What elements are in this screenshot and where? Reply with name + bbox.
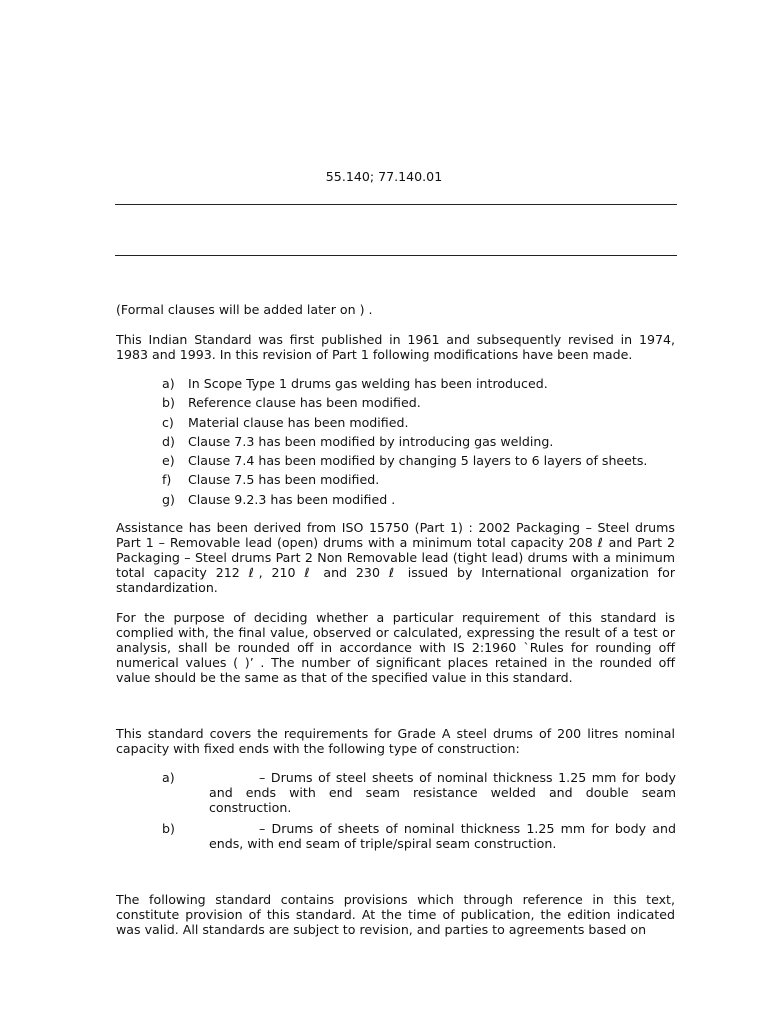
rounding-paragraph: For the purpose of deciding whether a particular requirement of this standard is complied with, the final value, observed or calculated, expressing the result of a test or analysis, shall be rounded off in accordance with IS 2:1960 `Rules for rounding off numerical values ( )’ . The number of significant places retained in the rounded off value should be the same as that of the specified value in this standard. bbox=[116, 610, 675, 685]
list-marker: a) bbox=[162, 376, 175, 391]
list-marker: e) bbox=[162, 453, 175, 469]
modifications-list bbox=[162, 374, 682, 509]
list-item-text: – Drums of steel sheets of nominal thickness 1.25 mm for body and ends with end seam resistance welded and double seam construction. bbox=[209, 770, 676, 815]
list-item-text: Clause 9.2.3 has been modified . bbox=[188, 491, 396, 507]
list-item bbox=[162, 393, 682, 412]
list-item bbox=[162, 374, 682, 393]
list-item-text: – Drums of sheets of nominal thickness 1.25 mm for body and ends, with end seam of triple/spiral seam construction. bbox=[209, 821, 676, 851]
publication-history-paragraph: This Indian Standard was first published in 1961 and subsequently revised in 1974, 1983 and 1993. In this revision of Part 1 following modifications have been made. bbox=[116, 332, 675, 362]
list-item bbox=[162, 490, 682, 509]
ics-code: 55.140; 77.140.01 bbox=[325, 169, 443, 184]
scope-type-item bbox=[162, 770, 676, 818]
list-item-text: Material clause has been modified. bbox=[188, 414, 409, 430]
list-marker: g) bbox=[162, 491, 175, 507]
scope-type-item bbox=[162, 821, 676, 853]
list-item bbox=[162, 470, 682, 489]
list-marker: b) bbox=[162, 395, 175, 411]
list-item-text: In Scope Type 1 drums gas welding has been introduced. bbox=[188, 376, 548, 391]
list-item bbox=[162, 432, 682, 451]
assistance-paragraph: Assistance has been derived from ISO 15750 (Part 1) : 2002 Packaging – Steel drums Part 1 – Removable lead (open) drums with a minimum total capacity 208 ℓ and Part 2 Packaging – Steel drums Part 2 Non Removable lead (tight lead) drums with a minimum total capacity 212 ℓ, 210 ℓ and 230 ℓ issued by International organization for standardization. bbox=[116, 520, 675, 595]
list-marker: f) bbox=[162, 472, 172, 488]
list-marker: b) bbox=[162, 821, 175, 836]
formal-clauses-note: (Formal clauses will be added later on ) . bbox=[116, 302, 373, 317]
list-item-text: Clause 7.5 has been modified. bbox=[188, 472, 380, 488]
list-item-text: Clause 7.4 has been modified by changing 5 layers to 6 layers of sheets. bbox=[188, 453, 648, 469]
title-rule-top bbox=[115, 204, 677, 205]
scope-intro-paragraph: This standard covers the requirements for Grade A steel drums of 200 litres nominal capacity with fixed ends with the following type of construction: bbox=[116, 726, 675, 756]
list-marker: a) bbox=[162, 770, 175, 785]
list-marker: c) bbox=[162, 414, 174, 430]
list-item bbox=[162, 451, 682, 470]
list-marker: d) bbox=[162, 433, 175, 449]
list-item-text: Clause 7.3 has been modified by introducing gas welding. bbox=[188, 433, 554, 449]
title-rule-bottom bbox=[115, 255, 677, 256]
references-intro-paragraph: The following standard contains provisions which through reference in this text, constitute provision of this standard. At the time of publication, the edition indicated was valid. All standards are subject to revision, and parties to agreements based on bbox=[116, 892, 675, 937]
list-item bbox=[162, 413, 682, 432]
list-item-text: Reference clause has been modified. bbox=[188, 395, 421, 411]
